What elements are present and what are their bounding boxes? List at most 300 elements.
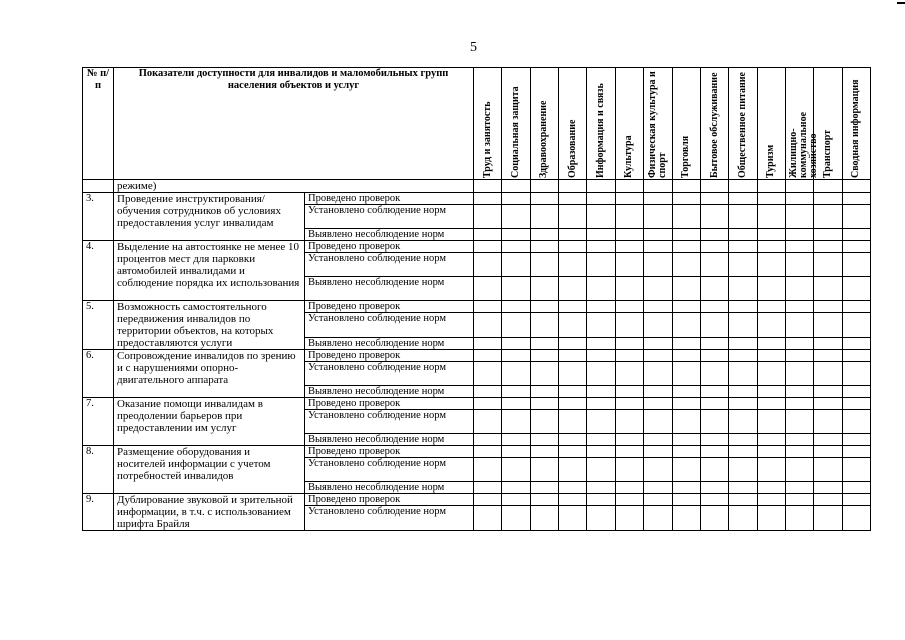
data-cell xyxy=(700,180,728,193)
data-cell xyxy=(785,229,813,241)
data-cell xyxy=(814,398,842,410)
data-cell xyxy=(785,398,813,410)
data-cell xyxy=(530,398,558,410)
column-header-label: Жилищно-коммунальное хозяйство xyxy=(787,111,819,178)
column-header xyxy=(757,68,785,180)
column-header-label: Бытовое обслуживание xyxy=(708,72,720,178)
data-cell xyxy=(700,410,728,434)
data-cell xyxy=(729,482,757,494)
data-cell xyxy=(785,337,813,349)
row-subindicator: Установлено соблюдение норм xyxy=(305,458,474,482)
data-cell xyxy=(474,434,502,446)
data-cell xyxy=(587,350,615,362)
data-cell xyxy=(672,410,700,434)
data-cell xyxy=(644,482,672,494)
row-subindicator: Проведено проверок xyxy=(305,193,474,205)
data-cell xyxy=(502,241,530,253)
data-cell xyxy=(785,253,813,277)
data-cell xyxy=(559,313,587,338)
table-row xyxy=(83,398,871,410)
data-cell xyxy=(502,398,530,410)
data-cell xyxy=(559,494,587,506)
row-subindicator: Установлено соблюдение норм xyxy=(305,253,474,277)
data-cell xyxy=(502,446,530,458)
row-subindicator: Установлено соблюдение норм xyxy=(305,313,474,338)
column-header xyxy=(474,68,502,180)
data-cell xyxy=(559,506,587,531)
data-cell xyxy=(615,229,643,241)
data-cell xyxy=(615,386,643,398)
data-cell xyxy=(615,241,643,253)
data-cell xyxy=(785,494,813,506)
header-indicator: Показатели доступности для инвалидов и маломобильных групп населения объектов и услуг xyxy=(114,68,474,180)
data-cell xyxy=(785,180,813,193)
data-cell xyxy=(559,241,587,253)
data-cell xyxy=(502,193,530,205)
data-cell xyxy=(700,253,728,277)
data-cell xyxy=(785,506,813,531)
data-cell xyxy=(502,253,530,277)
row-subindicator: Установлено соблюдение норм xyxy=(305,410,474,434)
data-cell xyxy=(842,337,870,349)
data-cell xyxy=(502,410,530,434)
data-cell xyxy=(672,301,700,313)
data-cell xyxy=(644,180,672,193)
data-cell xyxy=(615,362,643,386)
data-cell xyxy=(474,446,502,458)
data-cell xyxy=(729,313,757,338)
data-cell xyxy=(842,180,870,193)
data-cell xyxy=(814,446,842,458)
row-indicator: Проведение инструктирования/ обучения сотрудников об условиях предоставления услуг инвалидам xyxy=(114,193,305,241)
column-header xyxy=(559,68,587,180)
data-cell xyxy=(757,313,785,338)
data-cell xyxy=(530,205,558,229)
data-cell xyxy=(587,482,615,494)
data-cell xyxy=(785,362,813,386)
data-cell xyxy=(814,410,842,434)
data-cell xyxy=(729,362,757,386)
data-cell xyxy=(587,446,615,458)
data-cell xyxy=(502,229,530,241)
data-cell xyxy=(559,180,587,193)
data-cell xyxy=(672,277,700,301)
data-cell xyxy=(757,410,785,434)
row-indicator: Выделение на автостоянке не менее 10 процентов мест для парковки автомобилей инвалидами и соблюдение порядка их использования xyxy=(114,241,305,301)
data-cell xyxy=(842,434,870,446)
data-cell xyxy=(615,313,643,338)
data-cell xyxy=(644,458,672,482)
data-cell xyxy=(672,458,700,482)
data-cell xyxy=(502,482,530,494)
data-cell xyxy=(474,277,502,301)
column-header-label: Культура xyxy=(623,135,635,178)
data-cell xyxy=(559,193,587,205)
column-header xyxy=(615,68,643,180)
data-cell xyxy=(842,313,870,338)
column-header-label: Транспорт xyxy=(821,129,833,178)
data-cell xyxy=(615,180,643,193)
row-number: 3. xyxy=(83,193,114,241)
data-cell xyxy=(615,434,643,446)
data-cell xyxy=(700,398,728,410)
data-cell xyxy=(700,386,728,398)
data-cell xyxy=(587,337,615,349)
data-cell xyxy=(842,386,870,398)
row-number: 6. xyxy=(83,350,114,398)
data-cell xyxy=(559,253,587,277)
data-cell xyxy=(757,350,785,362)
data-cell xyxy=(615,277,643,301)
table-row xyxy=(83,446,871,458)
data-cell xyxy=(502,301,530,313)
data-cell xyxy=(559,301,587,313)
data-cell xyxy=(700,350,728,362)
data-cell xyxy=(502,350,530,362)
column-header-label: Образование xyxy=(566,119,578,178)
row-subindicator: Выявлено несоблюдение норм xyxy=(305,337,474,349)
data-cell xyxy=(644,446,672,458)
data-cell xyxy=(814,434,842,446)
data-cell xyxy=(700,458,728,482)
data-cell xyxy=(587,277,615,301)
data-cell xyxy=(644,494,672,506)
data-cell xyxy=(757,301,785,313)
data-cell xyxy=(587,253,615,277)
data-cell xyxy=(615,446,643,458)
data-cell xyxy=(814,193,842,205)
data-cell xyxy=(587,506,615,531)
data-cell xyxy=(757,205,785,229)
data-cell xyxy=(530,362,558,386)
data-cell xyxy=(672,482,700,494)
header-row xyxy=(83,68,871,180)
data-cell xyxy=(785,482,813,494)
data-cell xyxy=(700,446,728,458)
data-cell xyxy=(644,337,672,349)
data-cell xyxy=(814,301,842,313)
data-cell xyxy=(474,337,502,349)
page-number: 5 xyxy=(470,40,477,55)
row-subindicator: Установлено соблюдение норм xyxy=(305,506,474,531)
data-cell xyxy=(672,434,700,446)
data-cell xyxy=(842,482,870,494)
data-cell xyxy=(559,277,587,301)
data-cell xyxy=(587,398,615,410)
data-cell xyxy=(729,205,757,229)
data-cell xyxy=(842,494,870,506)
data-cell xyxy=(502,506,530,531)
data-cell xyxy=(474,205,502,229)
continuation-num xyxy=(83,180,114,193)
row-number: 7. xyxy=(83,398,114,446)
data-cell xyxy=(700,241,728,253)
data-cell xyxy=(814,229,842,241)
data-cell xyxy=(757,277,785,301)
data-cell xyxy=(587,301,615,313)
data-cell xyxy=(672,337,700,349)
data-cell xyxy=(587,494,615,506)
data-cell xyxy=(530,350,558,362)
data-cell xyxy=(700,301,728,313)
data-cell xyxy=(814,494,842,506)
data-cell xyxy=(842,301,870,313)
row-indicator: Оказание помощи инвалидам в преодолении барьеров при предоставлении им услуг xyxy=(114,398,305,446)
data-cell xyxy=(785,301,813,313)
column-header xyxy=(502,68,530,180)
data-cell xyxy=(644,434,672,446)
data-cell xyxy=(672,386,700,398)
data-cell xyxy=(474,398,502,410)
data-cell xyxy=(757,494,785,506)
data-cell xyxy=(474,301,502,313)
column-header xyxy=(587,68,615,180)
data-cell xyxy=(729,350,757,362)
data-cell xyxy=(530,253,558,277)
data-cell xyxy=(700,506,728,531)
data-cell xyxy=(842,253,870,277)
data-cell xyxy=(587,434,615,446)
row-subindicator: Установлено соблюдение норм xyxy=(305,362,474,386)
data-cell xyxy=(530,313,558,338)
row-indicator: Возможность самостоятельного передвижения инвалидов по территории объектов, на которых предоставляются услуги xyxy=(114,301,305,350)
data-cell xyxy=(474,386,502,398)
data-cell xyxy=(757,337,785,349)
data-cell xyxy=(644,362,672,386)
data-cell xyxy=(814,277,842,301)
data-cell xyxy=(474,180,502,193)
data-cell xyxy=(814,253,842,277)
data-cell xyxy=(814,386,842,398)
data-cell xyxy=(615,458,643,482)
data-cell xyxy=(757,193,785,205)
data-cell xyxy=(615,350,643,362)
column-header xyxy=(785,68,819,180)
data-cell xyxy=(672,446,700,458)
data-cell xyxy=(729,506,757,531)
row-subindicator: Проведено проверок xyxy=(305,350,474,362)
data-cell xyxy=(474,506,502,531)
data-cell xyxy=(842,277,870,301)
data-cell xyxy=(587,410,615,434)
data-cell xyxy=(615,193,643,205)
data-cell xyxy=(502,494,530,506)
data-cell xyxy=(842,205,870,229)
data-cell xyxy=(644,253,672,277)
data-cell xyxy=(757,446,785,458)
data-cell xyxy=(729,241,757,253)
data-cell xyxy=(474,193,502,205)
data-cell xyxy=(530,458,558,482)
data-cell xyxy=(474,253,502,277)
corner-mark xyxy=(897,2,905,4)
data-cell xyxy=(559,350,587,362)
data-cell xyxy=(474,241,502,253)
row-subindicator: Выявлено несоблюдение норм xyxy=(305,277,474,301)
data-cell xyxy=(559,229,587,241)
data-cell xyxy=(672,494,700,506)
column-header-label: Торговля xyxy=(680,135,692,178)
data-cell xyxy=(587,362,615,386)
data-cell xyxy=(615,506,643,531)
column-header-label: Физическая культура и спорт xyxy=(646,71,668,178)
data-cell xyxy=(814,458,842,482)
data-cell xyxy=(559,398,587,410)
data-cell xyxy=(530,241,558,253)
data-cell xyxy=(615,205,643,229)
row-number: 4. xyxy=(83,241,114,301)
data-cell xyxy=(700,313,728,338)
data-cell xyxy=(757,386,785,398)
row-subindicator: Проведено проверок xyxy=(305,398,474,410)
data-cell xyxy=(474,229,502,241)
data-cell xyxy=(814,337,842,349)
data-cell xyxy=(559,410,587,434)
data-cell xyxy=(700,482,728,494)
data-cell xyxy=(785,446,813,458)
data-cell xyxy=(615,398,643,410)
data-cell xyxy=(729,277,757,301)
data-cell xyxy=(587,458,615,482)
data-cell xyxy=(785,313,813,338)
data-cell xyxy=(729,494,757,506)
data-cell xyxy=(644,241,672,253)
data-cell xyxy=(757,253,785,277)
data-cell xyxy=(615,494,643,506)
data-cell xyxy=(615,410,643,434)
data-cell xyxy=(615,253,643,277)
data-cell xyxy=(700,362,728,386)
data-cell xyxy=(729,337,757,349)
data-cell xyxy=(672,253,700,277)
column-header xyxy=(842,68,870,180)
header-num: № п/п xyxy=(83,68,114,180)
column-header-label: Социальная защита xyxy=(510,86,522,178)
table-row xyxy=(83,193,871,205)
data-cell xyxy=(842,229,870,241)
data-cell xyxy=(530,301,558,313)
data-cell xyxy=(729,301,757,313)
column-header-label: Информация и связь xyxy=(595,83,607,178)
data-cell xyxy=(729,434,757,446)
column-header xyxy=(700,68,728,180)
row-subindicator: Установлено соблюдение норм xyxy=(305,205,474,229)
data-cell xyxy=(785,410,813,434)
data-cell xyxy=(700,193,728,205)
continuation-text: режиме) xyxy=(114,180,474,193)
data-cell xyxy=(530,494,558,506)
data-cell xyxy=(729,458,757,482)
row-number: 9. xyxy=(83,494,114,531)
data-cell xyxy=(672,241,700,253)
column-header xyxy=(644,68,672,180)
data-cell xyxy=(672,180,700,193)
row-subindicator: Выявлено несоблюдение норм xyxy=(305,386,474,398)
data-cell xyxy=(842,362,870,386)
data-cell xyxy=(785,458,813,482)
data-cell xyxy=(672,398,700,410)
data-cell xyxy=(700,337,728,349)
continuation-row xyxy=(83,180,871,193)
data-cell xyxy=(644,205,672,229)
column-header xyxy=(530,68,558,180)
data-cell xyxy=(700,229,728,241)
data-cell xyxy=(757,434,785,446)
data-cell xyxy=(842,398,870,410)
data-cell xyxy=(530,337,558,349)
data-cell xyxy=(530,277,558,301)
data-cell xyxy=(729,229,757,241)
data-cell xyxy=(842,241,870,253)
data-cell xyxy=(559,362,587,386)
data-cell xyxy=(587,193,615,205)
data-cell xyxy=(785,193,813,205)
row-subindicator: Выявлено несоблюдение норм xyxy=(305,229,474,241)
data-cell xyxy=(587,205,615,229)
data-cell xyxy=(700,434,728,446)
data-cell xyxy=(729,193,757,205)
data-cell xyxy=(757,362,785,386)
data-cell xyxy=(757,229,785,241)
data-cell xyxy=(672,350,700,362)
data-cell xyxy=(729,398,757,410)
indicators-table xyxy=(82,67,871,531)
data-cell xyxy=(644,313,672,338)
data-cell xyxy=(644,398,672,410)
data-cell xyxy=(814,180,842,193)
column-header-label: Труд и занятость xyxy=(481,101,493,178)
data-cell xyxy=(842,446,870,458)
row-subindicator: Выявлено несоблюдение норм xyxy=(305,482,474,494)
column-header xyxy=(672,68,700,180)
data-cell xyxy=(729,446,757,458)
data-cell xyxy=(587,386,615,398)
data-cell xyxy=(559,337,587,349)
data-cell xyxy=(672,229,700,241)
data-cell xyxy=(502,386,530,398)
row-indicator: Размещение оборудования и носителей информации с учетом потребностей инвалидов xyxy=(114,446,305,494)
data-cell xyxy=(644,229,672,241)
data-cell xyxy=(814,205,842,229)
data-cell xyxy=(757,180,785,193)
data-cell xyxy=(502,458,530,482)
data-cell xyxy=(672,506,700,531)
data-cell xyxy=(530,180,558,193)
row-subindicator: Проведено проверок xyxy=(305,494,474,506)
data-cell xyxy=(502,434,530,446)
data-cell xyxy=(530,506,558,531)
data-cell xyxy=(785,277,813,301)
data-cell xyxy=(559,434,587,446)
row-subindicator: Выявлено несоблюдение норм xyxy=(305,434,474,446)
data-cell xyxy=(502,205,530,229)
data-cell xyxy=(672,193,700,205)
column-header xyxy=(729,68,757,180)
data-cell xyxy=(700,494,728,506)
data-cell xyxy=(700,277,728,301)
data-cell xyxy=(729,386,757,398)
data-cell xyxy=(530,434,558,446)
column-header-label: Здравоохранение xyxy=(538,100,550,178)
data-cell xyxy=(559,205,587,229)
data-cell xyxy=(785,241,813,253)
data-cell xyxy=(502,362,530,386)
data-cell xyxy=(474,350,502,362)
data-cell xyxy=(530,386,558,398)
data-cell xyxy=(814,506,842,531)
data-cell xyxy=(587,229,615,241)
data-cell xyxy=(474,494,502,506)
